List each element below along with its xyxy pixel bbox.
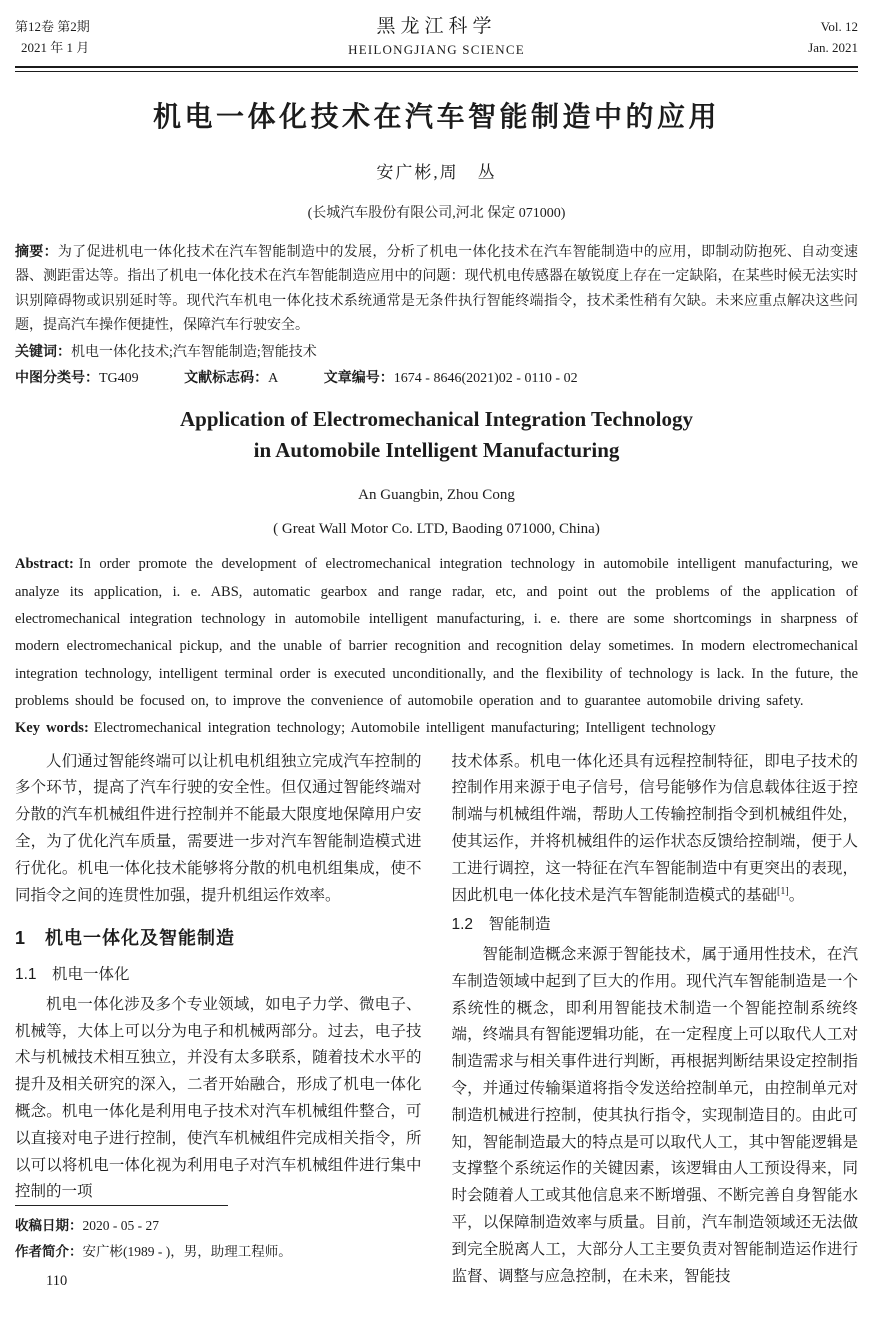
doc-code-label: 文献标志码： <box>184 369 269 386</box>
clc-label: 中图分类号： <box>15 369 99 386</box>
abstract-en-label: Abstract: <box>15 556 74 573</box>
classification-line <box>15 365 858 391</box>
article-title-en-line2: in Automobile Intelligent Manufacturing <box>253 438 620 463</box>
keywords-cn-label: 关键词： <box>15 342 71 359</box>
affiliation-en: ( Great Wall Motor Co. LTD, Baoding 071000, China) <box>273 521 600 538</box>
article-title-cn: 机电一体化技术在汽车智能制造中的应用 <box>152 101 720 132</box>
journal-name-en: HEILONGJIANG SCIENCE <box>348 42 525 57</box>
section-1-2-heading: 1.2 智能制造 <box>451 916 551 934</box>
clc-group <box>15 371 139 386</box>
section-1-1-continuation <box>452 749 859 910</box>
affiliation-cn: (长城汽车股份有限公司,河北 保定 071000) <box>307 206 566 221</box>
section-1-heading: 1 机电一体化及智能制造 <box>15 928 236 949</box>
section-1-1-paragraph: 机电一体化涉及多个专业领域，如电子力学、微电子、机械等，大体上可以分为电子和机械两部分。过去，电子技术与机械技术相互独立，并没有太多联系，随着技术水平的提升及相关研究的深入，二者开始融合，形成了机电一体化概念。机电一体化是利用电子技术对汽车机械组件整合，可以直接对电子进行控制，使汽车机械组件完成相关指令，所以可以将机电一体化视为利用电子对汽车机械组件进行集中控制的一项 <box>15 995 422 1201</box>
article-id-group <box>324 371 578 386</box>
authors-en: An Guangbin, Zhou Cong <box>358 487 515 504</box>
doc-code-value: A <box>268 371 279 387</box>
page-number: 110 <box>46 1273 68 1289</box>
section-1-1-heading: 1.1 机电一体化 <box>15 966 130 984</box>
issue-date-line: 2021 年 1 月 <box>21 40 90 55</box>
abstract-cn-label: 摘要： <box>15 243 58 259</box>
article-id-label: 文章编号： <box>323 369 394 386</box>
keywords-en <box>15 715 858 742</box>
keywords-cn <box>15 339 858 365</box>
received-date-label: 收稿日期： <box>15 1218 83 1233</box>
section-1-2-paragraph: 智能制造概念来源于智能技术，属于通用性技术，在汽车制造领域中起到了巨大的作用。现代汽车智能制造是一个系统性的概念，即利用智能技术制造一个智能控制系统终端，终端具有智能逻辑功能，在一定程度上可以取代人工对制造需求与相关事件进行判断，再根据判断结果设定控制指令，并通过传输渠道将指令发送给控制单元，由控制单元对制造机械进行控制，使其执行指令，实现制造目的。由此可知，智能制造最大的特点是可以取代人工，其中智能逻辑是支撑整个系统运作的关键因素，该逻辑由人工预设得来，同时会随着人工或其他信息来不断增强、不断完善自身智能水平，以保障制造效率与质量。目前，汽车制造领域还无法做到完全脱离人工，大部分人工主要负责对智能制造运作进行监督、调整与应急控制，在未来，智能技 <box>451 946 858 1285</box>
issue-volume-line: 第12卷 第2期 <box>15 19 90 34</box>
author-bio-value: 安广彬(1989 - )，男，助理工程师。 <box>82 1244 292 1259</box>
received-date-value: 2020 - 05 - 27 <box>82 1218 159 1233</box>
abstract-cn-block <box>15 239 858 391</box>
journal-name-cn: 黑龙江科学 <box>376 16 497 37</box>
issue-info <box>15 16 185 58</box>
header-divider <box>15 66 858 72</box>
continuation-text: 技术体系。机电一体化还具有远程控制特征，即电子技术的控制作用来源于电子信号，信号能够作为信息载体往返于控制端与机械组件端，帮助人工传输控制指令到机械组件处，使其运作，并将机械组件的运作状态反馈给控制端，便于人工进行调控，这一特征在汽车智能制造中有更突出的表现，因此机电一体化技术是汽车智能制造模式的基础 <box>451 752 858 904</box>
issue-date-en: Jan. 2021 <box>808 40 858 55</box>
footnote-block <box>15 1205 445 1265</box>
abstract-cn-text: 为了促进机电一体化技术在汽车智能制造中的发展，分析了机电一体化技术在汽车智能制造中的应用，即制动防抱死、自动变速器、测距雷达等。指出了机电一体化技术在汽车智能制造应用中的问题：现代机电传感器在敏锐度上存在一定缺陷，在某些时候无法实时识别障碍物或识别延时等。现代汽车机电一体化技术系统通常是无条件执行智能终端指令，技术柔性稍有欠缺。未来应重点解决这些问题，提高汽车操作便捷性，保障汽车行驶安全。 <box>15 245 859 334</box>
clc-value: TG409 <box>99 371 139 387</box>
authors-cn: 安广彬,周 丛 <box>376 163 497 182</box>
article-title-en-line1: Application of Electromechanical Integration Technology <box>180 407 693 432</box>
article-id-value: 1674 - 8646(2021)02 - 0110 - 02 <box>393 371 578 387</box>
abstract-cn <box>15 239 858 339</box>
abstract-en-block <box>15 551 858 742</box>
volume-number: Vol. 12 <box>820 19 858 34</box>
volume-info-en <box>688 16 858 58</box>
abstract-en-text: In order promote the development of electromechanical integration technology in automobile intelligent manufacturing, we analyze its application, i. e. ABS, automatic gearbox and range radar, etc, and point out the problems of the application of electromechanical integration technology in automobile intelligent manufacturing, i. e. there are some shortcomings in sharpness of modern electromechanical pickup, and the unable of barrier recognition and recognition delay sometimes. In modern electromechanical integration technology, intelligent terminal order is executed unconditionally, and the flexibility of technology is lack. In the future, the problems should be focused on, to improve the convenience of automobile operation and to guarantee automobile driving safety. <box>15 556 858 709</box>
journal-name-block <box>185 16 688 60</box>
author-bio-label: 作者简介： <box>15 1244 83 1259</box>
abstract-en <box>15 551 858 715</box>
intro-paragraph: 人们通过智能终端可以让机电机组独立完成汽车控制的多个环节，提高了汽车行驶的安全性。但仅通过智能终端对分散的汽车机械组件进行控制并不能最大限度地保障用户安全，为了优化汽车质量，需要进一步对汽车智能制造模式进行优化。机电一体化技术能够将分散的机电机组集成，使不同指令之间的连贯性加强，提升机组运作效率。 <box>15 752 422 904</box>
keywords-en-text: Electromechanical integration technology; Automobile intelligent manufacturing; Intelligent technology <box>93 720 716 737</box>
received-date-line <box>15 1213 445 1239</box>
continuation-period: 。 <box>788 886 805 904</box>
keywords-cn-text: 机电一体化技术;汽车智能制造;智能技术 <box>71 344 317 360</box>
journal-header <box>15 0 858 60</box>
citation-ref-1: [1] <box>777 885 789 897</box>
doc-code-group <box>184 371 278 386</box>
article-title-en <box>15 404 858 466</box>
author-bio-line <box>15 1239 445 1265</box>
right-column <box>452 749 859 1291</box>
keywords-en-label: Key words: <box>15 720 89 737</box>
footnote-divider <box>15 1205 228 1206</box>
